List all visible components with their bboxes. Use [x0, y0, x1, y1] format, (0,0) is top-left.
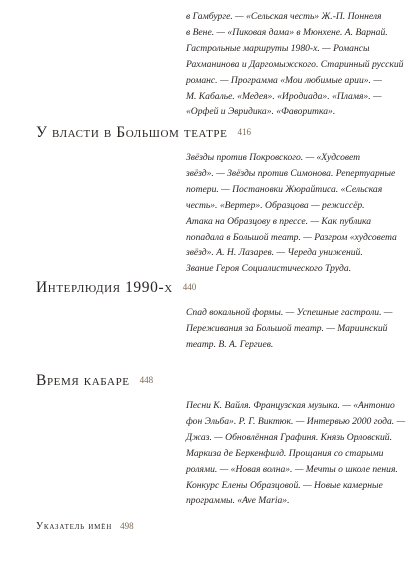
index-title: Указатель имён [36, 521, 113, 532]
section-line: ролями. — «Новая волна». — Мечты о школе пения. [186, 463, 398, 475]
section-description [186, 150, 400, 277]
section-title: У власти в Большом театре [36, 124, 228, 141]
section-line: Маркиза де Беркенфилд. Прощания со старыми [186, 447, 384, 459]
section-line: звёзд». А. Н. Лазарев. — Череда унижений. [186, 247, 363, 259]
intro-description [186, 9, 404, 120]
section-page-number: 448 [139, 375, 154, 385]
section-line: Спад вокальной формы. — Успешные гастроли. — [186, 307, 393, 318]
index-page-number: 498 [120, 521, 134, 531]
section-line: потери. — Постановки Жюрайтиса. «Сельская [186, 183, 383, 195]
intro-line: Гастрольные маршруты 1980-х. — Романсы [186, 42, 370, 54]
section-line: театр. В. А. Гергиев. [186, 338, 274, 350]
section-line: Джаз. — Обновлённая Графиня. Князь Орловский. [186, 431, 392, 443]
section-line: Звание Героя Социалистического Труда. [186, 263, 352, 275]
section-title: Время кабаре [36, 372, 130, 389]
section-line: Переживания за Большой театр. — Мариинский [186, 322, 388, 334]
intro-line: Рахманинова и Даргомыжского. Старинный русский [186, 58, 404, 70]
section-heading[interactable] [36, 279, 196, 297]
section-title: Интерлюдия 1990-х [36, 279, 173, 296]
section-line: звёзд». — Звёзды против Симонова. Репертуарные [186, 167, 396, 179]
intro-line: романс. — Программа «Мои любимые арии». — [186, 74, 382, 86]
section-line: честь». «Вертер». Образцова — режиссёр. [186, 199, 365, 211]
intro-line: «Орфей и Эвридика». «Фаворитка». [186, 106, 336, 118]
section-description [186, 398, 406, 509]
section-line: попадала в Большой театр. — Разгром «худсовета [186, 231, 397, 243]
index-heading[interactable] [36, 521, 134, 532]
section-line: Песни К. Вайля. Французская музыка. — «Антонио [186, 400, 395, 411]
intro-line: в Вене. — «Пиковая дама» в Мюнхене. А. Варнай. [186, 26, 388, 38]
section-line: фон Эльба». Р. Г. Виктюк. — Интервью 2000 года. — [186, 415, 406, 427]
section-line: Конкурс Елены Образцовой. — Новые камерные [186, 479, 383, 491]
intro-line: М. Кабалье. «Медея». «Иродиада». «Пламя». — [186, 90, 382, 102]
section-line: Атака на Образцову в прессе. — Как публика [186, 215, 372, 227]
section-page-number: 416 [237, 127, 251, 137]
section-page-number: 440 [182, 282, 197, 292]
section-heading[interactable] [36, 124, 251, 142]
section-description [186, 305, 400, 353]
section-heading[interactable] [36, 372, 153, 390]
section-line: Звёзды против Покровского. — «Худсовет [186, 152, 361, 163]
section-line: программы. «Ave Maria». [186, 495, 290, 507]
intro-line: в Гамбурге. — «Сельская честь» Ж.-П. Поннеля [186, 11, 382, 22]
